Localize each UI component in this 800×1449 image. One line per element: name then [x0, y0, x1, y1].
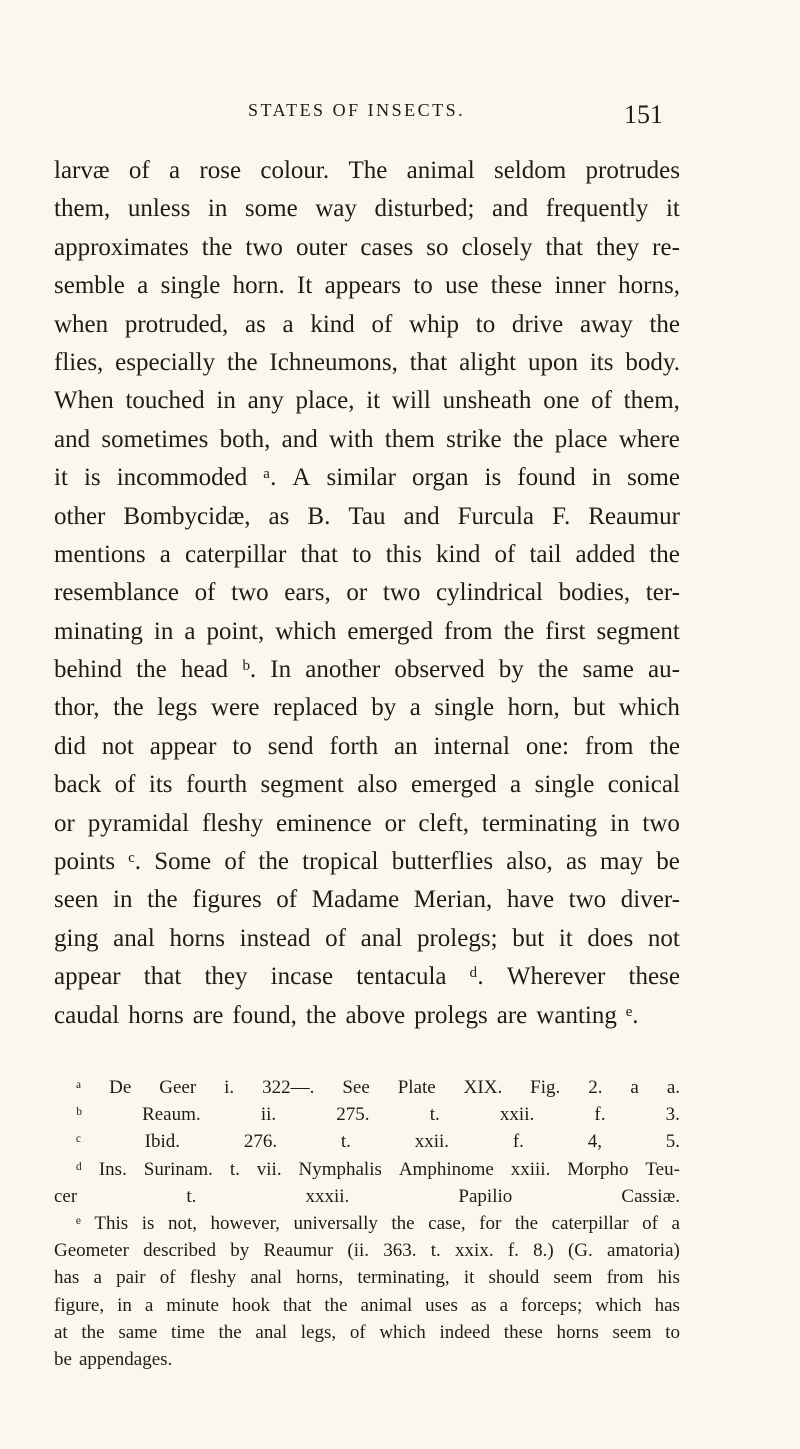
body-line: or pyramidal fleshy eminence or cleft, terminating in two [54, 809, 680, 837]
footnote-line: figure, in a minute hook that the animal uses as a forceps; which has [54, 1294, 680, 1316]
running-head: STATES OF INSECTS. [248, 100, 466, 120]
footnote-line: ᵉ This is not, however, universally the case, for the caterpillar of a [76, 1212, 680, 1234]
body-line: behind the head ᵇ. In another observed by the same au- [54, 656, 680, 684]
body-line: other Bombycidæ, as B. Tau and Furcula F. Reaumur [54, 502, 680, 530]
body-line: larvæ of a rose colour. The animal seldom protrudes [54, 157, 680, 184]
body-line: When touched in any place, it will unsheath one of them, [54, 387, 680, 415]
footnote-line: ᶜ Ibid. 276. t. xxii. f. 4, 5. [76, 1131, 680, 1153]
body-line: them, unless in some way disturbed; and frequently it [54, 195, 680, 223]
body-line: did not appear to send forth an internal one: from the [54, 732, 680, 760]
footnotes [54, 1074, 680, 1373]
body-line: caudal horns are found, the above prolegs are wanting ᵉ. [54, 1001, 639, 1029]
footnote-line: ᵃ De Geer i. 322—. See Plate XIX. Fig. 2. a a. [76, 1077, 680, 1098]
body-line: appear that they incase tentacula ᵈ. Wherever these [54, 963, 680, 991]
body-line: ging anal horns instead of anal prolegs; but it does not [54, 924, 680, 952]
body-line: approximates the two outer cases so closely that they re- [54, 233, 680, 261]
body-line: it is incommoded ᵃ. A similar organ is found in some [54, 464, 680, 492]
footnote-line: cer t. xxxii. Papilio Cassiæ. [54, 1185, 680, 1207]
body-line: resemblance of two ears, or two cylindrical bodies, ter- [54, 579, 680, 607]
body-line: flies, especially the Ichneumons, that alight upon its body. [54, 348, 680, 376]
body-line: thor, the legs were replaced by a single horn, but which [54, 694, 680, 722]
body-line: back of its fourth segment also emerged a single conical [54, 771, 680, 799]
footnote-line: has a pair of fleshy anal horns, terminating, it should seem from his [54, 1267, 680, 1289]
body-line: seen in the figures of Madame Merian, have two diver- [54, 886, 680, 914]
body-line: points ᶜ. Some of the tropical butterflies also, as may be [54, 848, 680, 876]
body-line: minating in a point, which emerged from the first segment [54, 617, 680, 645]
page-header [0, 100, 800, 140]
body-line: and sometimes both, and with them strike the place where [54, 425, 680, 453]
footnote-line: Geometer described by Reaumur (ii. 363. t. xxix. f. 8.) (G. amatoria) [54, 1240, 680, 1262]
body-text [54, 152, 680, 1035]
page-number: 151 [624, 100, 663, 129]
body-line: semble a single horn. It appears to use these inner horns, [54, 272, 680, 300]
body-line: mentions a caterpillar that to this kind of tail added the [54, 540, 680, 568]
body-line: when protruded, as a kind of whip to drive away the [54, 310, 680, 338]
footnote-line: ᵈ Ins. Surinam. t. vii. Nymphalis Amphinome xxiii. Morpho Teu- [76, 1158, 680, 1180]
footnote-line: at the same time the anal legs, of which indeed these horns seem to [54, 1321, 680, 1343]
footnote-line: ᵇ Reaum. ii. 275. t. xxii. f. 3. [76, 1104, 680, 1126]
footnote-line: be appendages. [54, 1348, 173, 1370]
